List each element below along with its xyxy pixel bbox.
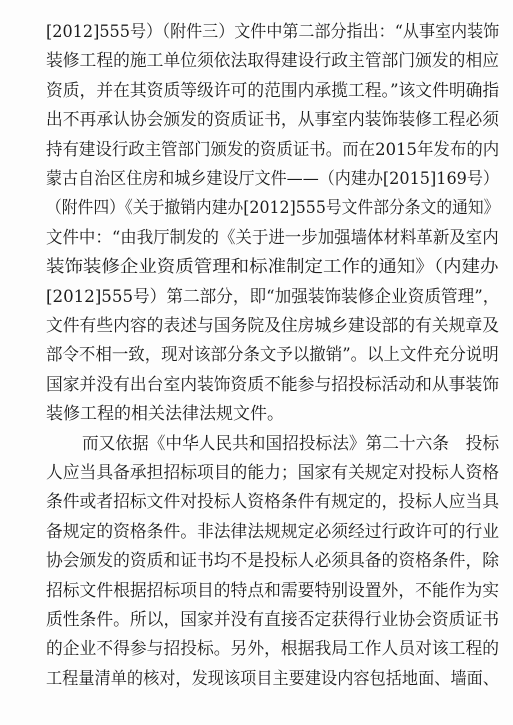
text-line: 质性条件。所以，国家并没有直接否定获得行业协会资质证书 xyxy=(46,610,499,630)
text-line: 持有建设行政主管部门颁发的资质证书。而在2015年发布的内 xyxy=(46,139,500,160)
text-line: 条件或者招标文件对投标人资格条件有规定的，投标人应当具 xyxy=(46,492,499,513)
text-line: 文件有些内容的表述与国务院及住房城乡建设部的有关规章及 xyxy=(46,316,499,336)
text-line: 装饰装修企业资质管理和标准制定工作的通知》（内建办 xyxy=(46,257,499,278)
text-line: 出不再承认协会颁发的资质证书，从事室内装饰装修工程必须 xyxy=(46,110,499,131)
text-line: 招标文件根据招标项目的特点和需要特别设置外，不能作为实 xyxy=(46,580,499,601)
text-line: 装修工程的施工单位须依法取得建设行政主管部门颁发的相应 xyxy=(46,51,499,72)
text-line: [2012]555号）（附件三）文件中第二部分指出：“从事室内装饰 xyxy=(46,22,500,42)
text-line: 而又依据《中华人民共和国招投标法》第二十六条 投标 xyxy=(82,433,499,454)
text-line: 资质，并在其资质等级许可的范围内承揽工程。”该文件明确指 xyxy=(46,80,500,101)
text-line: 文件中：“由我厅制发的《关于进一步加强墙体材料革新及室内 xyxy=(46,227,499,248)
text-line: 备规定的资格条件。非法律法规规定必须经过行政许可的行业 xyxy=(46,521,499,542)
text-line: [2012]555号）第二部分，即“加强装饰装修企业资质管理”， xyxy=(46,286,500,307)
text-line: 部令不相一致，现对该部分条文予以撤销”。以上文件充分说明 xyxy=(46,345,499,366)
text-line: 人应当具备承担招标项目的能力；国家有关规定对投标人资格 xyxy=(46,463,499,483)
text-line: 蒙古自治区住房和城乡建设厅文件——（内建办[2015]169号） xyxy=(46,169,499,189)
text-line: 协会颁发的资质和证书均不是投标人必须具备的资格条件，除 xyxy=(46,551,499,572)
text-line: 的企业不得参与招投标。另外，根据我局工作人员对该工程的 xyxy=(46,639,499,660)
text-line: 国家并没有出台室内装饰资质不能参与招投标活动和从事装饰 xyxy=(46,374,499,395)
text-line: 装修工程的相关法律法规文件。 xyxy=(46,404,284,425)
text-line: （附件四）《关于撤销内建办[2012]555号文件部分条文的通知》 xyxy=(46,198,500,219)
text-line: 工程量清单的核对，发现该项目主要建设内容包括地面、墙面、 xyxy=(46,668,499,689)
